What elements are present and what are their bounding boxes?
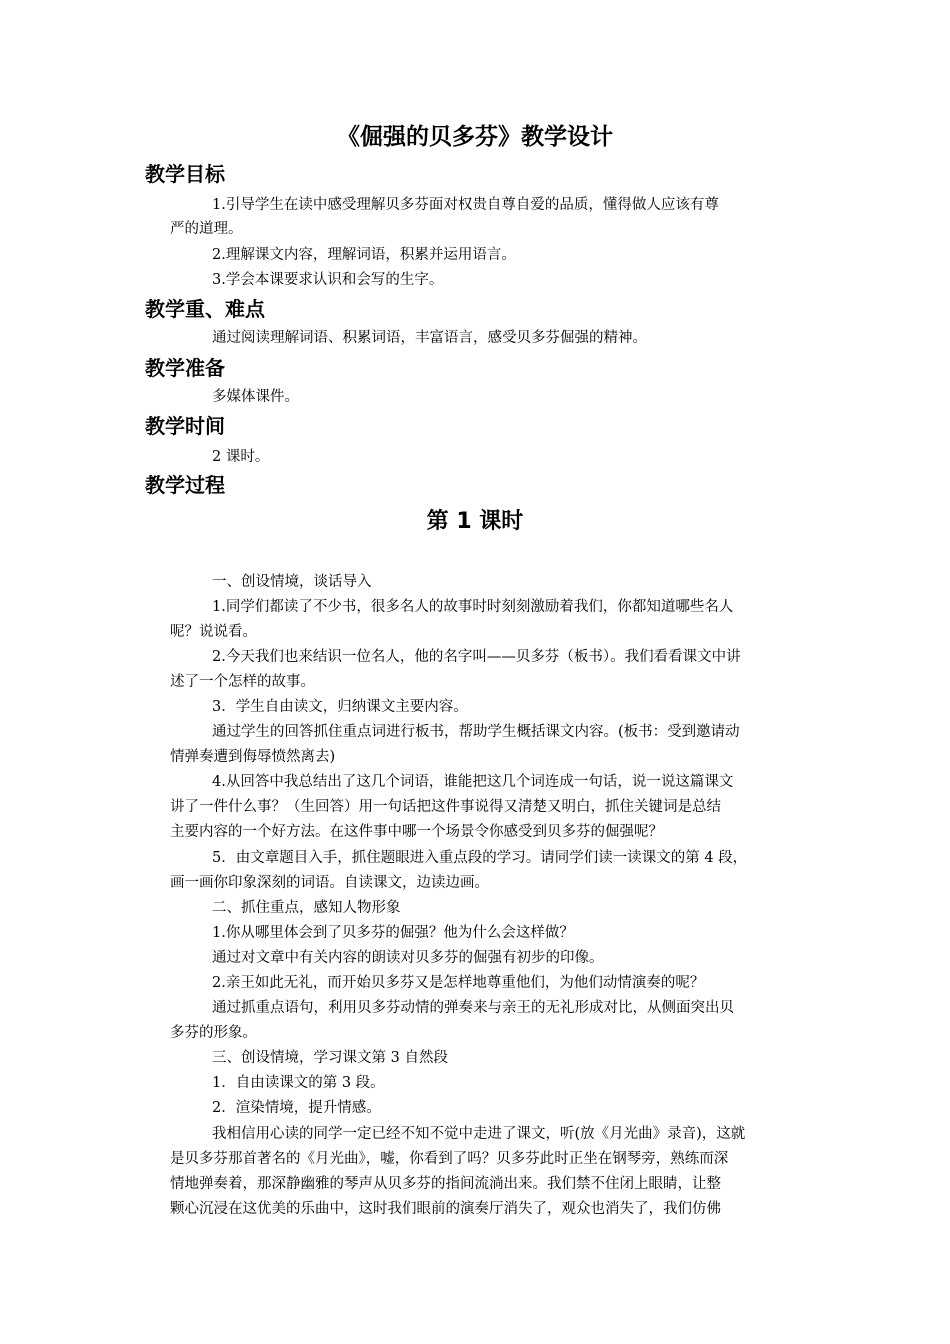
lesson-line: 我相信用心读的同学一定已经不知不觉中走进了课文，听(放《月光曲》录音)，这就 xyxy=(212,1126,746,1142)
lesson-line: 5．由文章题目入手，抓住题眼进入重点段的学习。请同学们读一读课文的第 4 段， xyxy=(212,850,748,866)
lesson-line: 是贝多芬那首著名的《月光曲》，嘘，你看到了吗？贝多芬此时正坐在钢琴旁，熟练而深 xyxy=(170,1151,729,1167)
lesson-line: 2.亲王如此无礼，而开始贝多芬又是怎样地尊重他们，为他们动情演奏的呢？ xyxy=(212,975,705,991)
goal-item-3: 3.学会本课要求认识和会写的生字。 xyxy=(212,272,444,288)
lesson-line: 三、创设情境，学习课文第 3 自然段 xyxy=(212,1050,448,1066)
lesson-line: 2．渲染情境，提升情感。 xyxy=(212,1100,381,1116)
goal-item-1-continued: 严的道理。 xyxy=(170,221,243,237)
lesson-line: 通过学生的回答抓住重点词进行板书，帮助学生概括课文内容。(板书：受到邀请动 xyxy=(212,724,740,740)
lesson-line: 述了一个怎样的故事。 xyxy=(170,674,315,690)
heading-preparation: 教学准备 xyxy=(145,356,225,380)
goal-item-1: 1.引导学生在读中感受理解贝多芬面对权贵自尊自爱的品质，懂得做人应该有尊 xyxy=(212,197,719,213)
document-title: 《倔强的贝多芬》教学设计 xyxy=(337,124,613,150)
lesson-line: 讲了一件什么事？（生回答）用一句话把这件事说得又清楚又明白，抓住关键词是总结 xyxy=(170,799,721,815)
lesson-line: 1.你从哪里体会到了贝多芬的倔强？他为什么会这样做？ xyxy=(212,925,574,941)
heading-key-points: 教学重、难点 xyxy=(145,297,265,321)
preparation-text: 多媒体课件。 xyxy=(212,389,299,405)
lesson-line: 通过抓重点语句，利用贝多芬动情的弹奏来与亲王的无礼形成对比，从侧面突出贝 xyxy=(212,1000,734,1016)
lesson-line: 情弹奏遭到侮辱愤然离去) xyxy=(170,749,336,765)
lesson-line: 1．自由读课文的第 3 段。 xyxy=(212,1075,385,1091)
heading-teaching-process: 教学过程 xyxy=(145,473,225,497)
lesson-line: 二、抓住重点，感知人物形象 xyxy=(212,900,401,916)
key-points-text: 通过阅读理解词语、积累词语，丰富语言，感受贝多芬倔强的精神。 xyxy=(212,330,647,346)
lesson-line: 主要内容的一个好方法。在这件事中哪一个场景令你感受到贝多芬的倔强呢？ xyxy=(170,824,663,840)
lesson-line: 画一画你印象深刻的词语。自读课文，边读边画。 xyxy=(170,875,489,891)
lesson-line: 情地弹奏着，那深静幽雅的琴声从贝多芬的指间流淌出来。我们禁不住闭上眼睛，让整 xyxy=(170,1176,721,1192)
lesson-line: 3．学生自由读文，归纳课文主要内容。 xyxy=(212,699,468,715)
goal-item-2: 2.理解课文内容，理解词语，积累并运用语言。 xyxy=(212,247,516,263)
teaching-time-text: 2 课时。 xyxy=(212,449,270,465)
lesson-line: 2.今天我们也来结识一位名人，他的名字叫——贝多芬（板书）。我们看看课文中讲 xyxy=(212,649,741,665)
heading-teaching-goals: 教学目标 xyxy=(145,162,225,186)
lesson-title: 第 1 课时 xyxy=(426,509,524,534)
lesson-line: 通过对文章中有关内容的朗读对贝多芬的倔强有初步的印像。 xyxy=(212,950,604,966)
lesson-line: 呢？说说看。 xyxy=(170,624,257,640)
lesson-line: 颗心沉浸在这优美的乐曲中，这时我们眼前的演奏厅消失了，观众也消失了，我们仿佛 xyxy=(170,1201,721,1217)
heading-teaching-time: 教学时间 xyxy=(145,414,225,438)
lesson-line: 1.同学们都读了不少书，很多名人的故事时时刻刻激励着我们，你都知道哪些名人 xyxy=(212,599,734,615)
lesson-line: 4.从回答中我总结出了这几个词语，谁能把这几个词连成一句话，说一说这篇课文 xyxy=(212,774,734,790)
lesson-line: 一、创设情境，谈话导入 xyxy=(212,574,372,590)
lesson-line: 多芬的形象。 xyxy=(170,1025,257,1041)
